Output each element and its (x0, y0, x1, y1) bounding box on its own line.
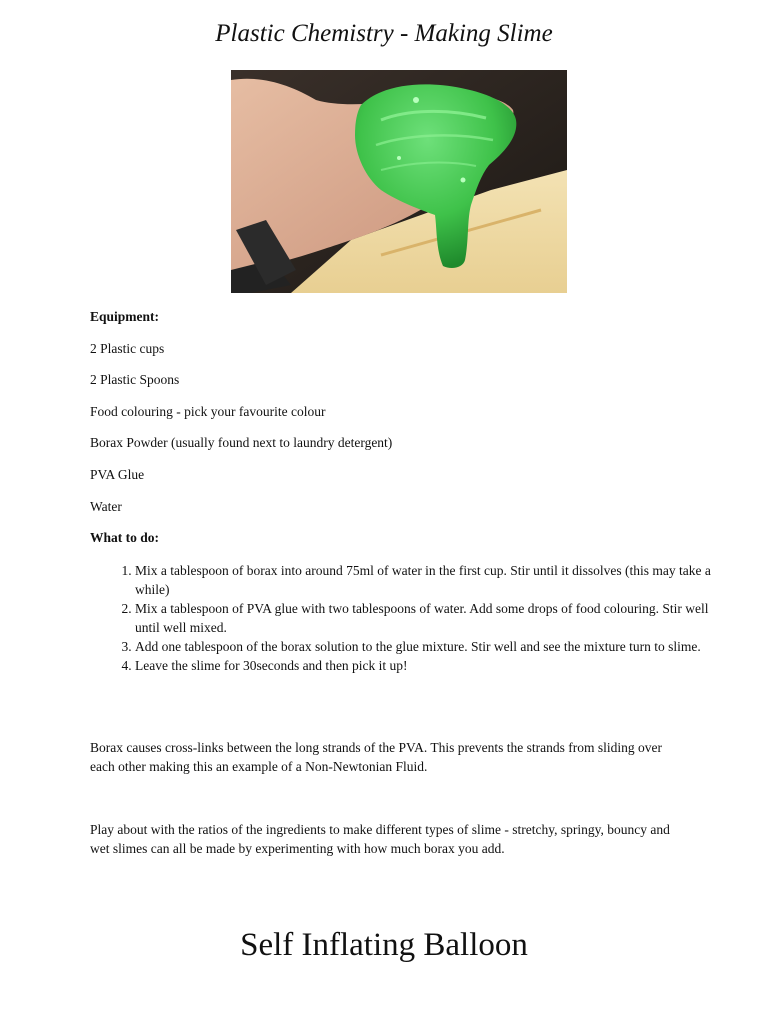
step-item: 2. Mix a tablespoon of PVA glue with two tablespoons of water. Add some drops of food colouring. Stir well until well mixed. (135, 599, 735, 637)
equipment-item: Borax Powder (usually found next to laundry detergent) (90, 435, 393, 450)
step-item: 3. Add one tablespoon of the borax solution to the glue mixture. Stir well and see the mixture turn to slime. (135, 637, 735, 656)
equipment-heading: Equipment: (90, 309, 160, 324)
experiment-paragraph: Play about with the ratios of the ingredients to make different types of slime - stretchy, springy, bouncy and wet slimes can all be made by experimenting with how much borax you add. (90, 822, 670, 856)
step-item: 4. Leave the slime for 30seconds and then pick it up! (135, 656, 735, 675)
next-section-title: Self Inflating Balloon (240, 927, 528, 963)
equipment-item: PVA Glue (90, 467, 145, 482)
page-title: Plastic Chemistry - Making Slime (215, 20, 553, 47)
equipment-item: 2 Plastic Spoons (90, 372, 180, 387)
equipment-item: Food colouring - pick your favourite colour (90, 404, 326, 419)
green-slime-in-hand-photo (231, 70, 567, 293)
step-item: 1. Mix a tablespoon of borax into around 75ml of water in the first cup. Stir until it dissolves (this may take a while) (135, 561, 735, 599)
explanation-paragraph: Borax causes cross-links between the long strands of the PVA. This prevents the strands from sliding over each other making this an example of a Non-Newtonian Fluid. (90, 740, 663, 774)
equipment-item: 2 Plastic cups (90, 341, 165, 356)
steps-list (90, 561, 735, 675)
steps-heading: What to do: (90, 530, 160, 545)
equipment-item: Water (90, 499, 122, 514)
slime-photo (231, 70, 567, 293)
